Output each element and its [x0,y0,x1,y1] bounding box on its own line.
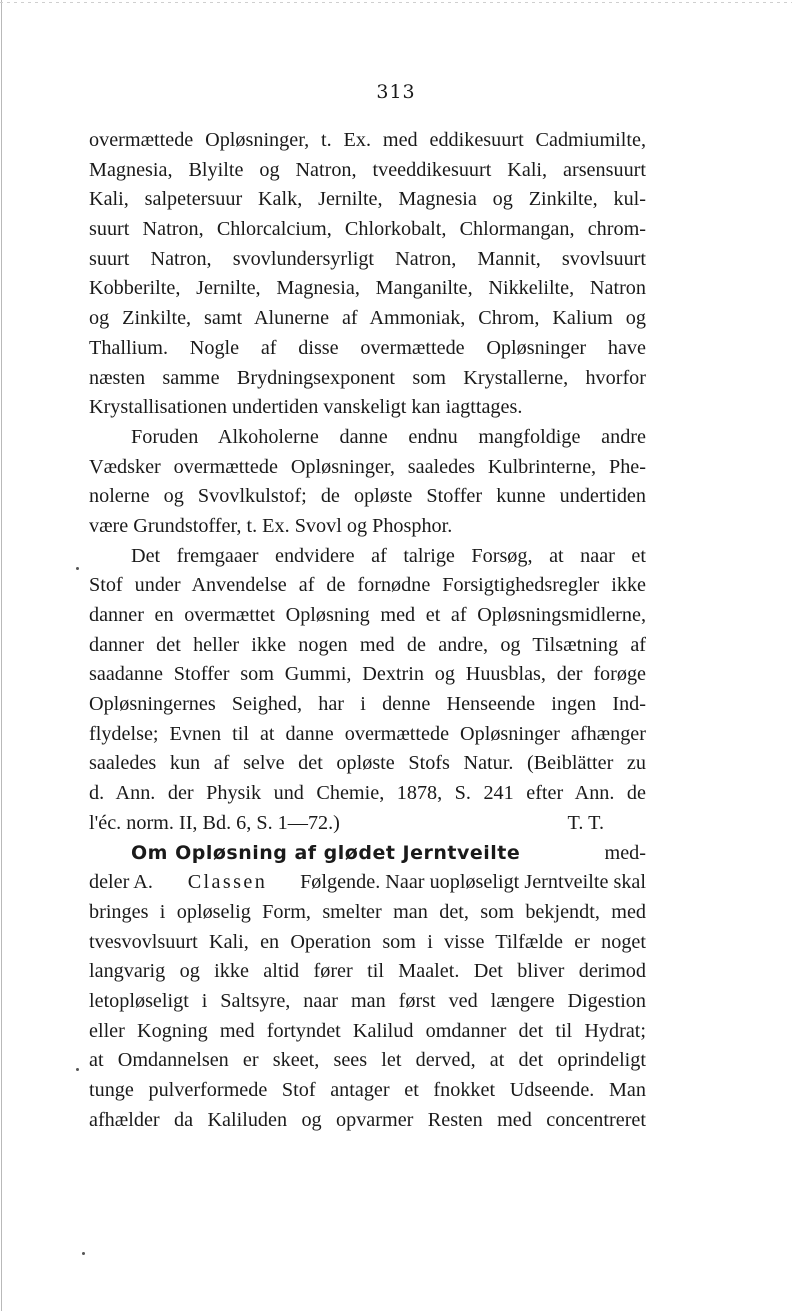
text-line: d. Ann. der Physik und Chemie, 1878, S. 241 efter Ann. de [89,782,646,805]
citation-end: l'éc. norm. II, Bd. 6, S. 1—72.) [89,811,340,834]
text-line: afhælder da Kaliluden og opvarmer Resten med concentreret [89,1108,646,1131]
text-line: letopløseligt i Saltsyre, naar man først ved længere Digestion [89,989,646,1012]
text-line: langvarig og ikke altid fører til Maalet. Det bliver derimod [89,960,646,983]
page-edge-top [0,2,792,3]
section-heading: Om Opløsning af glødet Jerntveilte [131,841,521,864]
text-line: Krystallisationen undertiden vanskeligt kan iagttages. [89,396,523,419]
text-line: Magnesia, Blyilte og Natron, tveeddikesuurt Kali, arsensuurt [89,158,646,181]
text-line: Det fremgaaer endvidere af talrige Forsøg, at naar et [131,544,646,567]
citation-line [89,809,646,839]
text-line: tunge pulverformede Stof antager et fnokket Udseende. Man [89,1079,646,1101]
text-line: Thallium. Nogle af disse overmættede Opløsninger have [89,336,646,359]
paper-speck [76,1068,79,1071]
text-line: Vædsker overmættede Opløsninger, saaledes Kulbrinterne, Phe- [89,455,646,478]
section-heading-line [89,839,646,869]
page-number: 313 [376,81,416,103]
text-line: og Zinkilte, samt Alunerne af Ammoniak, Chrom, Kalium og [89,307,646,330]
text-line: være Grundstoffer, t. Ex. Svovl og Phosphor. [89,514,453,537]
text-line: tvesvovlsuurt Kali, en Operation som i visse Tilfælde er noget [89,930,646,953]
text-line: næsten samme Brydningsexponent som Krystallerne, hvorfor [89,366,646,389]
text-line: Foruden Alkoholerne danne endnu mangfoldige andre [131,425,646,448]
text-fragment: Følgende. Naar uopløseligt Jerntveilte skal [300,871,646,894]
text-line: bringes i opløselig Form, smelter man det, som bekjendt, med [89,900,646,923]
text-line: saadanne Stoffer som Gummi, Dextrin og Huusblas, der forøge [89,663,646,686]
text-line: eller Kogning med fortyndet Kalilud omdanner det til Hydrat; [89,1019,646,1042]
text-line: Kobberilte, Jernilte, Magnesia, Manganilte, Nikkelilte, Natron [89,277,646,300]
paper-speck [76,567,79,570]
text-line: Stof under Anvendelse af de fornødne Forsigtighedsregler ikke [89,574,646,597]
text-line: overmættede Opløsninger, t. Ex. med eddikesuurt Cadmiumilte, [89,129,646,151]
author-name: Classen [187,871,268,894]
text-line: suurt Natron, Chlorcalcium, Chlorkobalt, Chlormangan, chrom- [89,218,646,241]
author-signature: T. T. [567,811,604,834]
text-line [89,868,646,898]
text-line: danner det heller ikke nogen med de andre, og Tilsætning af [89,633,646,656]
paragraph-4 [89,839,646,1136]
text-line: nolerne og Svovlkulstof; de opløste Stoffer kunne undertiden [89,485,646,508]
paragraph-3 [89,542,646,839]
text-line: saaledes kun af selve det opløste Stofs Natur. (Beiblätter zu [89,752,646,775]
text-line: Kali, salpetersuur Kalk, Jernilte, Magnesia og Zinkilte, kul- [89,188,646,211]
page-edge-left [1,0,2,1311]
paper-speck [82,1252,85,1255]
text-line: flydelse; Evnen til at danne overmættede Opløsninger afhænger [89,722,646,745]
body-text [89,126,646,1135]
text-line: danner en overmættet Opløsning med et af Opløsningsmidlerne, [89,604,646,626]
paragraph-1 [89,126,646,423]
text-fragment: deler A. [89,871,153,894]
paragraph-2 [89,423,646,542]
text-line: suurt Natron, svovlundersyrligt Natron, Mannit, svovlsuurt [89,247,646,270]
heading-tail: med- [604,841,646,864]
text-line: at Omdannelsen er skeet, sees let derved, at det oprindeligt [89,1049,646,1072]
text-line: Opløsningernes Seighed, har i denne Henseende ingen Ind- [89,693,646,716]
